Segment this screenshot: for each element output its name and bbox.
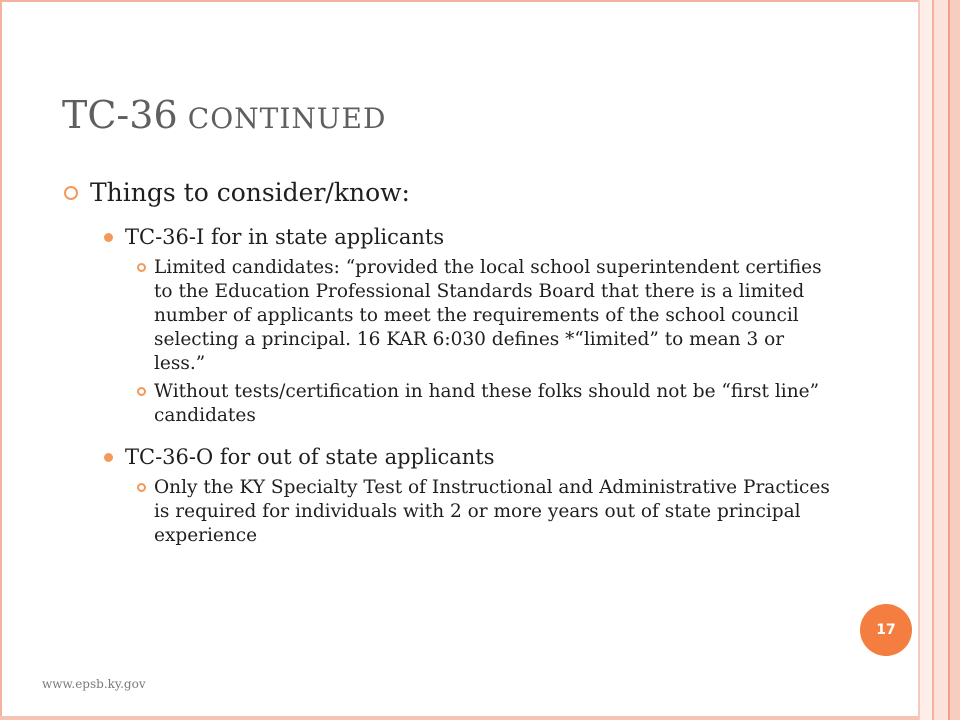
- bullet-level3: [64, 476, 834, 548]
- ring-bullet-icon: [137, 483, 146, 492]
- bullet-level3: [64, 380, 834, 428]
- slide-frame-bottom: [0, 716, 918, 720]
- slide-frame-top: [0, 0, 918, 2]
- bullet-heading: Things to consider/know:: [90, 178, 410, 207]
- dot-bullet-icon: [104, 233, 113, 242]
- ring-bullet-icon: [137, 263, 146, 272]
- bullet-level1: [64, 176, 834, 210]
- slide-content: [64, 176, 834, 548]
- bullet-level3: [64, 256, 834, 376]
- slide-title-suffix: CONTINUED: [187, 102, 387, 135]
- footer-url: www.epsb.ky.gov: [42, 677, 146, 691]
- bullet-section-out-of-state: TC-36-O for out of state applicants: [125, 445, 495, 469]
- bullet-level2: [64, 222, 834, 252]
- bullet-point-limited-candidates: Limited candidates: “provided the local school superintendent certifies to the Education Professional Standards Board that there is a limited number of applicants to meet the requirements of the school council selecting a principal. 16 KAR 6:030 defines *“limited” to mean 3 or less.”: [154, 257, 822, 374]
- bullet-level2: [64, 442, 834, 472]
- decorative-stripes: [918, 0, 960, 720]
- bullet-point-ky-specialty-test: Only the KY Specialty Test of Instructional and Administrative Practices is required for individuals with 2 or more years out of state principal experience: [154, 477, 830, 546]
- ring-bullet-icon: [64, 186, 78, 200]
- slide-frame-left: [0, 0, 2, 720]
- slide-title-main: TC-36: [62, 93, 178, 137]
- slide-title: [62, 93, 387, 137]
- ring-bullet-icon: [137, 387, 146, 396]
- page-number-badge: [860, 604, 912, 656]
- page-number: 17: [876, 622, 896, 638]
- bullet-point-without-tests: Without tests/certification in hand these folks should not be “first line” candidates: [154, 381, 820, 426]
- dot-bullet-icon: [104, 453, 113, 462]
- bullet-section-in-state: TC-36-I for in state applicants: [125, 225, 445, 249]
